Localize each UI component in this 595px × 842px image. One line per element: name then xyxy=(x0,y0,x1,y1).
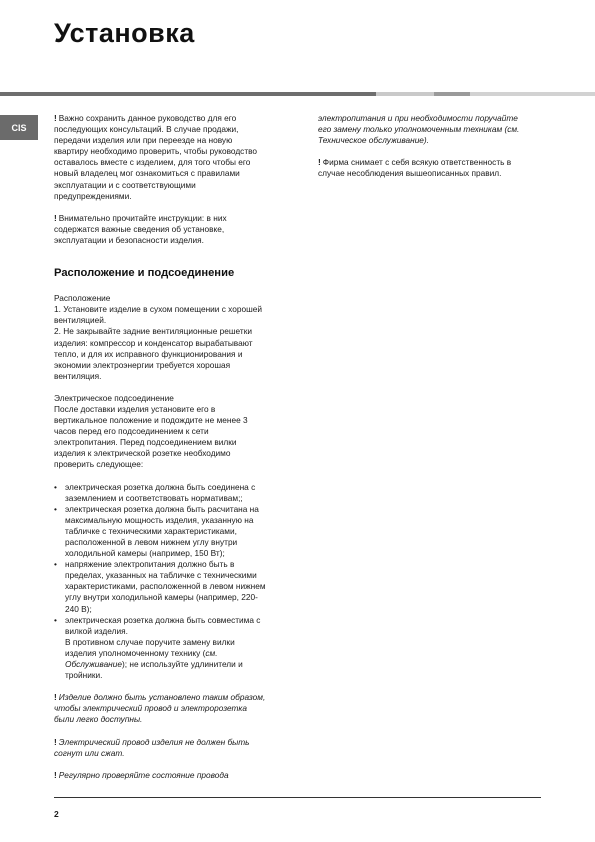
otherwise-text: В противном случае поручите замену вилки изделия уполномоченному технику (см. Обслуживание); не используйте удлинители и тройники. xyxy=(65,636,243,681)
right-column xyxy=(318,113,544,190)
page-title: Установка xyxy=(54,18,195,48)
warning-icon: ! xyxy=(54,692,57,703)
bullet-icon: • xyxy=(54,559,57,570)
bullet-icon: • xyxy=(54,614,57,625)
list-item: • электрическая розетка должна быть совместима с вилкой изделия. xyxy=(54,614,261,636)
warning-icon: ! xyxy=(54,212,57,223)
electric-subheading: Электрическое подсоединение xyxy=(54,392,174,403)
list-item: • электрическая розетка должна быть соединена с заземлением и соответствовать нормативам;; xyxy=(54,481,256,503)
warning-note-3: ! Регулярно проверяйте состояние провода xyxy=(54,769,229,780)
header-rule-light xyxy=(376,92,434,96)
location-subheading: Расположение xyxy=(54,293,111,304)
service-reference: см. Обслуживание xyxy=(65,647,218,670)
footer-divider xyxy=(54,797,541,798)
header-rule-dark xyxy=(0,92,376,96)
section-heading: Расположение и подсоединение xyxy=(54,267,235,280)
location-text: 1. Установите изделие в сухом помещении с хорошей вентиляцией. 2. Не закрывайте задние вентиляционные решетки изделия: компрессор и конденсатор вырабатывают тепло, и для их исправного функционирования и экономии электроэнергии требуется хорошая вентиляция. xyxy=(54,304,262,381)
requirements-list xyxy=(54,482,294,637)
page-number: 2 xyxy=(54,809,59,819)
warning-note-1: ! Изделие должно быть установлено таким образом, чтобы электрический провод и электророзетка были легко доступны. xyxy=(54,692,266,725)
continued-warning: электропитания и при необходимости поручайте его замену только уполномоченным техникам (см. Техническое обслуживание). xyxy=(318,113,520,146)
warning-icon: ! xyxy=(54,736,57,747)
left-column xyxy=(54,113,294,792)
warning-icon: ! xyxy=(318,157,321,168)
intro-paragraph-1: ! Важно сохранить данное руководство для его последующих консультаций. В случае продажи, передачи изделия или при переезде на новую квартиру необходимо проверить, чтобы руководство оставалось вместе с изделием, для того чтобы его новый владелец мог ознакомиться с правилами эксплуатации и с соответствующими предупреждениями. xyxy=(54,113,258,201)
electric-text: После доставки изделия установите его в вертикальное положение и подождите не менее 3 часов перед его подсоединением к сети электропитания. Перед подсоединением вилки изделия к электрической розетке необходимо проверить следующее: xyxy=(54,403,248,470)
disclaimer-paragraph: ! Фирма снимает с себя всякую ответственность в случае несоблюдения вышеописанных правил. xyxy=(318,157,512,179)
list-item: • электрическая розетка должна быть расчитана на максимальную мощность изделия, указанную на табличке с техническими характеристиками, расположенной в левом нижнем углу внутри холодильной камеры (например, 150 Вт); xyxy=(54,503,259,559)
bullet-icon: • xyxy=(54,503,57,514)
intro-paragraph-2: ! Внимательно прочитайте инструкции: в них содержатся важные сведения об установке, эксплуатации и безопасности изделия. xyxy=(54,212,227,245)
header-rule-light-end xyxy=(470,92,595,96)
warning-icon: ! xyxy=(54,113,57,123)
bullet-icon: • xyxy=(54,481,57,492)
language-tab: CIS xyxy=(0,115,38,140)
header-rule-mid xyxy=(434,92,470,96)
warning-note-2: ! Электрический провод изделия не должен быть согнут или сжат. xyxy=(54,736,250,758)
list-item: • напряжение электропитания должно быть в пределах, указанных на табличке с техническими характеристиками, расположенной в левом нижнем углу внутри холодильной камеры (например, 220- 240 В); xyxy=(54,559,266,614)
warning-icon: ! xyxy=(54,769,57,780)
